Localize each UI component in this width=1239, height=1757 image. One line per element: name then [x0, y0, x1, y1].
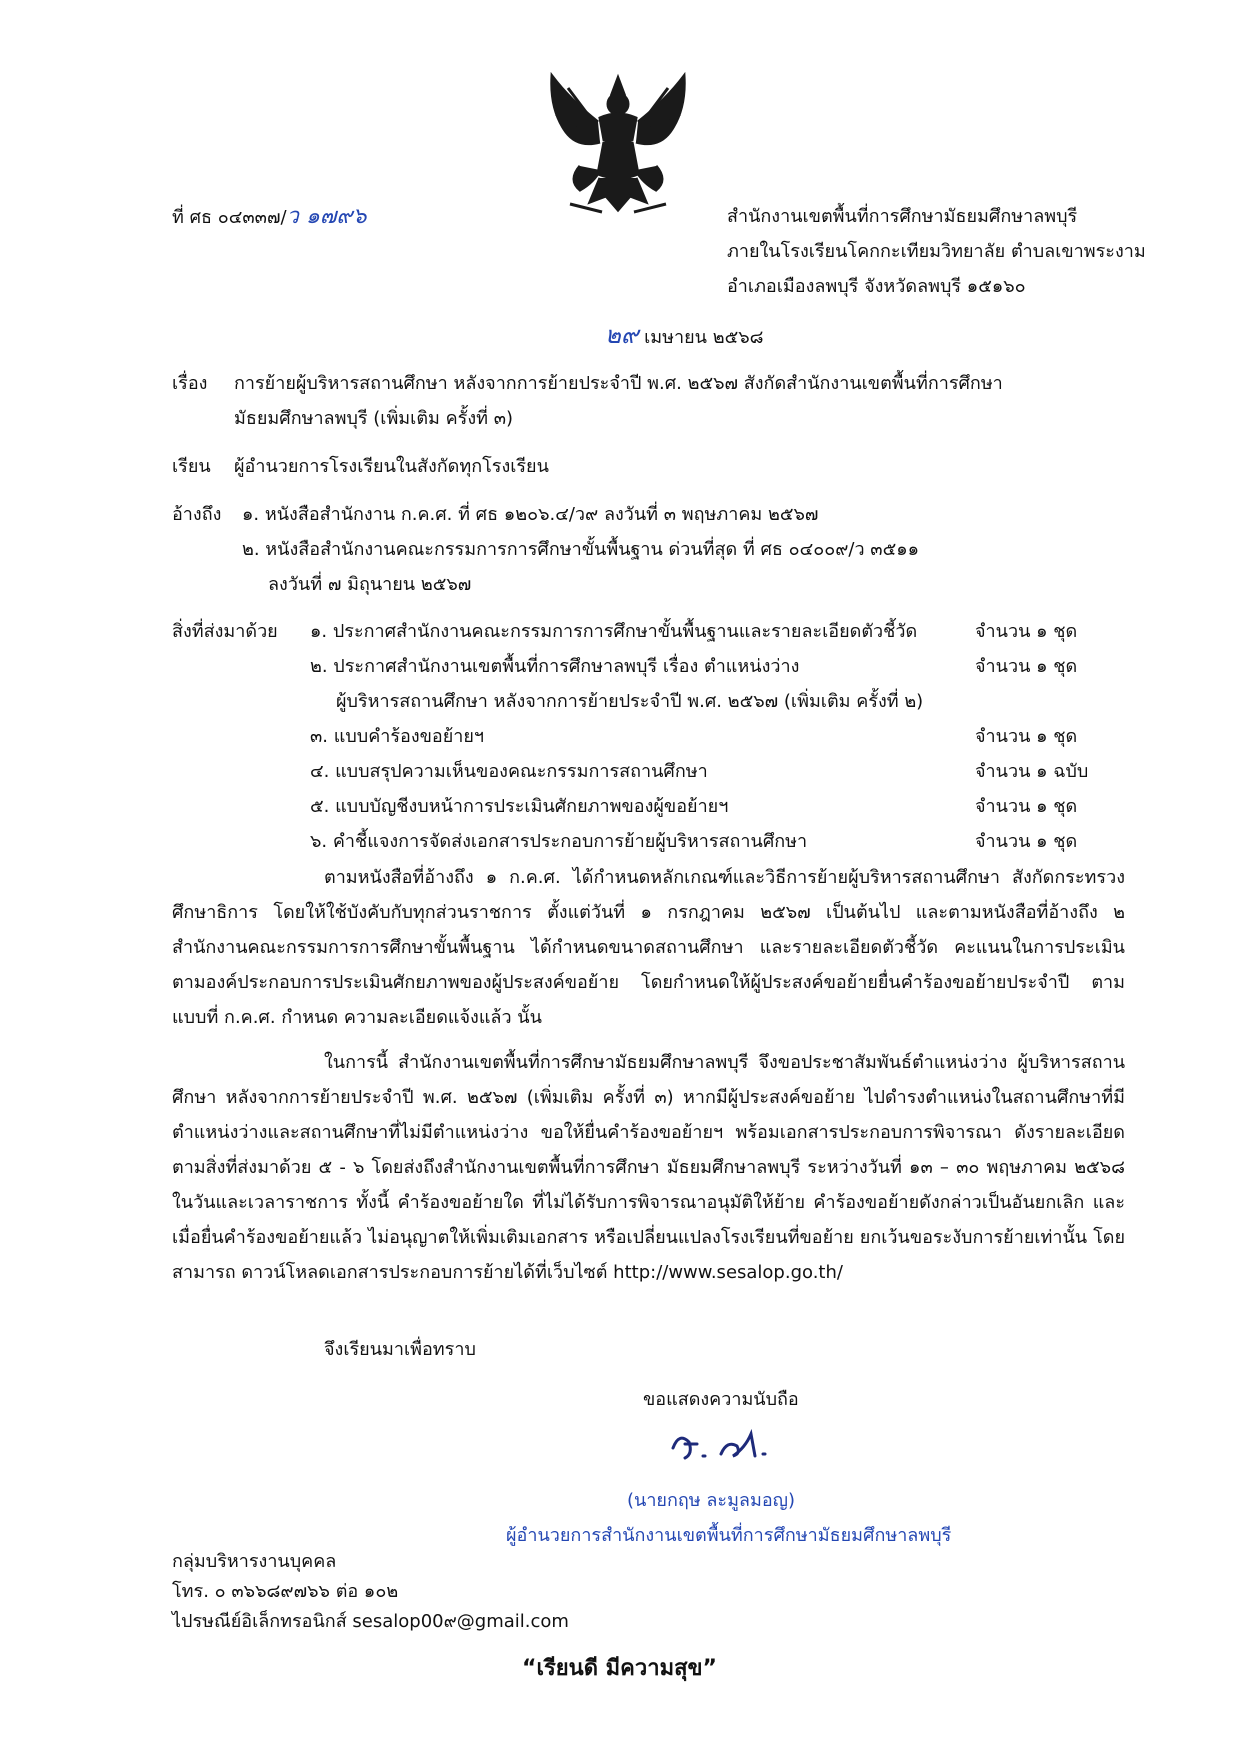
- subject-line-2: มัธยมศึกษาลพบุรี (เพิ่มเติม ครั้งที่ ๓): [234, 408, 514, 429]
- office-line-3: อำเภอเมืองลพบุรี จังหวัดลพบุรี ๑๕๑๖๐: [727, 276, 1026, 297]
- body-paragraph-2: ในการนี้ สำนักงานเขตพื้นที่การศึกษามัธยมศึกษาลพบุรี จึงขอประชาสัมพันธ์ตำแหน่งว่าง ผู้บริหารสถานศึกษา หลังจากการย้ายประจำปี พ.ศ. ๒๕๖๗ (เพิ่มเติม ครั้งที่ ๓) หากมีผู้ประสงค์ขอย้าย ไปดำรงตำแหน่งในสถานศึกษาที่มีตำแหน่งว่างและสถานศึกษาที่ไม่มีตำแหน่งว่าง ขอให้ยื่นคำร้องขอย้ายฯ พร้อมเอกสารประกอบการพิจารณา ดังรายละเอียดตามสิ่งที่ส่งมาด้วย ๕ - ๖ โดยส่งถึงสำนักงานเขตพื้นที่การศึกษา มัธยมศึกษาลพบุรี ระหว่างวันที่ ๑๓ – ๓๐ พฤษภาคม ๒๕๖๘ ในวันและเวลาราชการ ทั้งนี้ คำร้องขอย้ายใด ที่ไม่ได้รับการพิจารณาอนุมัติให้ย้าย คำร้องขอย้ายดังกล่าวเป็นอันยกเลิก และเมื่อยื่นคำร้องขอย้ายแล้ว ไม่อนุญาตให้เพิ่มเติมเอกสาร หรือเปลี่ยนแปลงโรงเรียนที่ขอย้าย ยกเว้นขอระงับการย้ายเท่านั้น โดยสามารถ ดาวน์โหลดเอกสารประกอบการย้ายได้ที่เว็บไซต์ http://www.sesalop.go.th/: [172, 1052, 1125, 1283]
- enclosure-item-2-continued: ผู้บริหารสถานศึกษา หลังจากการย้ายประจำปี พ.ศ. ๒๕๖๗ (เพิ่มเติม ครั้งที่ ๒): [336, 691, 924, 712]
- enclosure-qty-6: จำนวน ๑ ชุด: [975, 831, 1078, 852]
- letter-date: [605, 323, 764, 350]
- respect-line: ขอแสดงความนับถือ: [643, 1389, 799, 1410]
- office-line-1: สำนักงานเขตพื้นที่การศึกษามัธยมศึกษาลพบุรี: [727, 206, 1078, 227]
- enclosure-qty-2: จำนวน ๑ ชุด: [975, 656, 1078, 677]
- date-day-handwritten: ๒๙: [605, 321, 639, 349]
- enclosures-label: สิ่งที่ส่งมาด้วย: [172, 621, 278, 642]
- closing-line: จึงเรียนมาเพื่อทราบ: [324, 1339, 476, 1360]
- enclosure-qty-1: จำนวน ๑ ชุด: [975, 621, 1078, 642]
- enclosure-qty-4: จำนวน ๑ ฉบับ: [975, 761, 1089, 782]
- enclosure-qty-5: จำนวน ๑ ชุด: [975, 796, 1078, 817]
- enclosure-item-3: ๓. แบบคำร้องขอย้ายฯ: [310, 726, 485, 747]
- garuda-emblem-icon: [540, 70, 696, 220]
- enclosure-item-5: ๕. แบบบัญชีงบหน้าการประเมินศักยภาพของผู้ขอย้ายฯ: [310, 796, 729, 817]
- signer-name: (นายกฤษ ละมูลมอญ): [627, 1490, 795, 1511]
- signature-mark: [665, 1418, 785, 1468]
- office-line-2: ภายในโรงเรียนโคกกะเทียมวิทยาลัย ตำบลเขาพระงาม: [727, 241, 1146, 262]
- subject-line-1: การย้ายผู้บริหารสถานศึกษา หลังจากการย้ายประจำปี พ.ศ. ๒๕๖๗ สังกัดสำนักงานเขตพื้นที่การศึกษา: [234, 373, 1003, 394]
- footer-phone: โทร. ๐ ๓๖๖๘๙๗๖๖ ต่อ ๑๐๒: [172, 1581, 399, 1602]
- footer-email: ไปรษณีย์อิเล็กทรอนิกส์ sesalop00๙@gmail.com: [172, 1611, 569, 1632]
- reference-number: ที่ ศธ ๐๔๓๓๗/: [172, 207, 287, 228]
- salutation-label: เรียน: [172, 456, 211, 477]
- enclosure-qty-3: จำนวน ๑ ชุด: [975, 726, 1078, 747]
- reference-item-1: ๑. หนังสือสำนักงาน ก.ค.ศ. ที่ ศธ ๑๒๐๖.๔/ว๙ ลงวันที่ ๓ พฤษภาคม ๒๕๖๗: [242, 504, 819, 525]
- school-motto: “เรียนดี มีความสุข”: [521, 1656, 718, 1681]
- enclosure-item-6: ๖. คำชี้แจงการจัดส่งเอกสารประกอบการย้ายผู้บริหารสถานศึกษา: [310, 831, 808, 852]
- enclosure-item-4: ๔. แบบสรุปความเห็นของคณะกรรมการสถานศึกษา: [310, 761, 708, 782]
- reference-item-2: ๒. หนังสือสำนักงานคณะกรรมการการศึกษาขั้นพื้นฐาน ด่วนที่สุด ที่ ศธ ๐๔๐๐๙/ว ๓๕๑๑: [242, 539, 920, 560]
- enclosure-item-1: ๑. ประกาศสำนักงานคณะกรรมการการศึกษาขั้นพื้นฐานและรายละเอียดตัวชี้วัด: [310, 621, 918, 642]
- footer-department: กลุ่มบริหารงานบุคคล: [172, 1551, 337, 1572]
- reference-item-2-date: ลงวันที่ ๗ มิถุนายน ๒๕๖๗: [268, 574, 472, 595]
- reference-number-handwritten: ว ๑๗๙๖: [286, 204, 367, 229]
- salutation-text: ผู้อำนวยการโรงเรียนในสังกัดทุกโรงเรียน: [234, 456, 549, 477]
- reference-label: อ้างถึง: [172, 504, 222, 525]
- enclosure-item-2: ๒. ประกาศสำนักงานเขตพื้นที่การศึกษาลพบุรี เรื่อง ตำแหน่งว่าง: [310, 656, 800, 677]
- subject-label: เรื่อง: [172, 373, 208, 394]
- date-month-year: เมษายน ๒๕๖๘: [644, 327, 764, 348]
- signer-position: ผู้อำนวยการสำนักงานเขตพื้นที่การศึกษามัธยมศึกษาลพบุรี: [506, 1525, 952, 1546]
- body-paragraph-1: ตามหนังสือที่อ้างถึง ๑ ก.ค.ศ. ได้กำหนดหลักเกณฑ์และวิธีการย้ายผู้บริหารสถานศึกษา สังกัดกระทรวงศึกษาธิการ โดยให้ใช้บังคับกับทุกส่วนราชการ ตั้งแต่วันที่ ๑ กรกฎาคม ๒๕๖๗ เป็นต้นไป และตามหนังสือที่อ้างถึง ๒ สำนักงานคณะกรรมการการศึกษาขั้นพื้นฐาน ได้กำหนดขนาดสถานศึกษา และรายละเอียดตัวชี้วัด คะแนนในการประเมินตามองค์ประกอบการประเมินศักยภาพของผู้ประสงค์ขอย้าย โดยกำหนดให้ผู้ประสงค์ขอย้ายยื่นคำร้องขอย้ายประจำปี ตามแบบที่ ก.ค.ศ. กำหนด ความละเอียดแจ้งแล้ว นั้น: [172, 867, 1125, 1028]
